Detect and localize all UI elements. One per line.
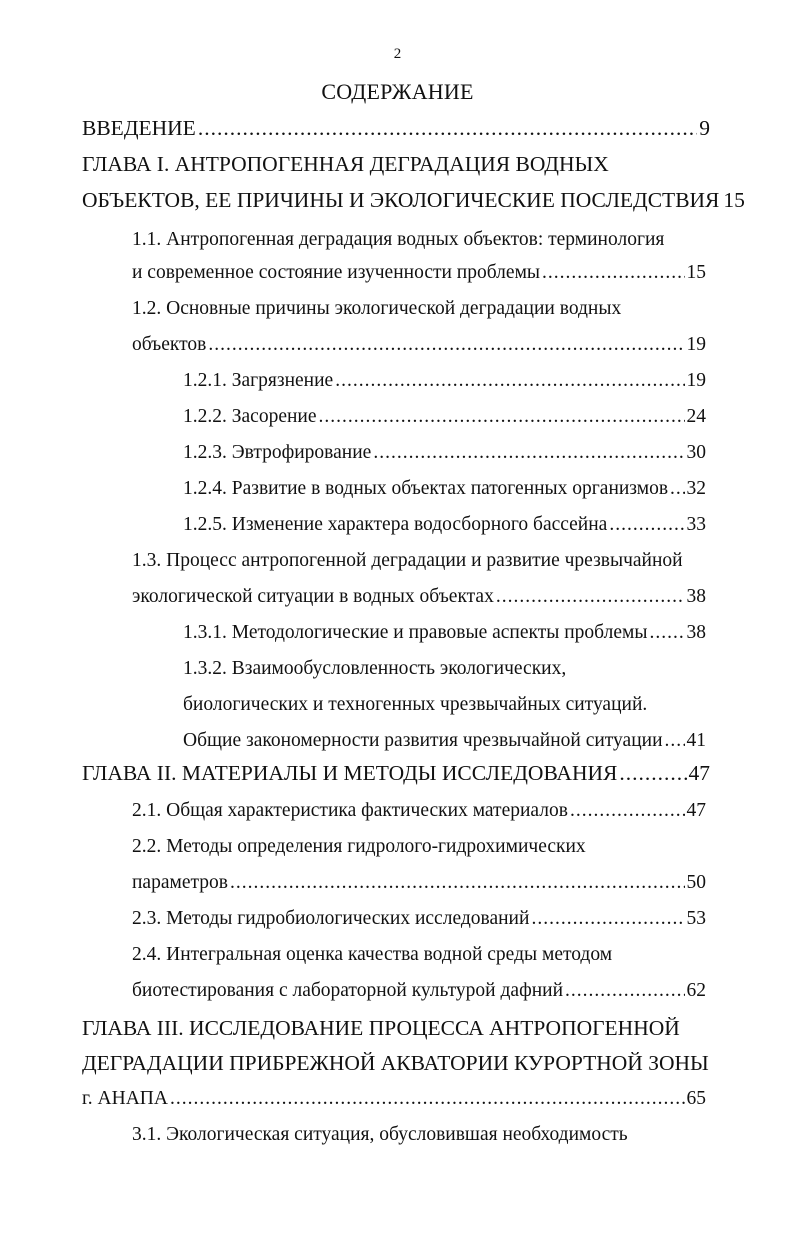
- toc-page-number: 65: [686, 1088, 706, 1109]
- toc-page-number: 50: [686, 872, 706, 893]
- dot-leader: [335, 366, 684, 396]
- toc-entry-text: и современное состояние изученности проблемы: [132, 262, 541, 283]
- toc-page-number: 47: [686, 800, 706, 821]
- toc-entry-text: ДЕГРАДАЦИИ ПРИБРЕЖНОЙ АКВАТОРИИ КУРОРТНОЙ ЗОНЫ: [82, 1051, 709, 1075]
- page-title: СОДЕРЖАНИЕ: [321, 79, 474, 104]
- dot-leader: [609, 510, 684, 540]
- toc-entry: [183, 438, 706, 468]
- dot-leader: [198, 113, 697, 143]
- toc-entry-text: Общие закономерности развития чрезвычайной ситуации: [183, 730, 663, 751]
- toc-entry-text: экологической ситуации в водных объектах: [132, 586, 494, 607]
- toc-entry-text: 1.2.3. Эвтрофирование: [183, 442, 372, 463]
- toc-entry: [183, 726, 706, 756]
- toc-entry: [183, 474, 706, 504]
- toc-entry-text: ГЛАВА III. ИССЛЕДОВАНИЕ ПРОЦЕССА АНТРОПОГЕННОЙ: [82, 1016, 680, 1040]
- dot-leader: [665, 726, 685, 756]
- toc-entry-text: 1.3.2. Взаимообусловленность экологических,: [183, 658, 567, 679]
- toc-entry: [132, 796, 706, 826]
- toc-entry-text: ВВЕДЕНИЕ: [82, 116, 196, 140]
- dot-leader: [565, 976, 684, 1006]
- dot-leader: [373, 438, 684, 468]
- toc-entry-text: 3.1. Экологическая ситуация, обусловившая необходимость: [132, 1124, 628, 1145]
- toc-entry: [132, 330, 706, 360]
- toc-entry: [183, 402, 706, 432]
- toc-entry-continuation: [132, 940, 612, 970]
- toc-page-number: 15: [723, 188, 745, 212]
- dot-leader: [619, 758, 686, 788]
- toc-page-number: 47: [688, 761, 710, 785]
- toc-entry-continuation: [132, 546, 683, 576]
- toc-entry-text: 2.3. Методы гидробиологических исследований: [132, 908, 530, 929]
- toc-page-number: 30: [686, 442, 706, 463]
- toc-page-number: 38: [686, 586, 706, 607]
- toc-entry-continuation: [132, 832, 586, 862]
- page-number: 2: [393, 46, 402, 62]
- toc-entry: [82, 185, 745, 215]
- toc-entry-text: ОБЪЕКТОВ, ЕЕ ПРИЧИНЫ И ЭКОЛОГИЧЕСКИЕ ПОСЛЕДСТВИЯ: [82, 188, 720, 212]
- toc-entry-text: параметров: [132, 872, 228, 893]
- toc-entry: [132, 868, 706, 898]
- toc-entry-text: 2.2. Методы определения гидролого-гидрохимических: [132, 836, 586, 857]
- dot-leader: [230, 868, 685, 898]
- toc-entry-text: г. АНАПА: [82, 1088, 168, 1109]
- toc-entry-text: ГЛАВА I. АНТРОПОГЕННАЯ ДЕГРАДАЦИЯ ВОДНЫХ: [82, 152, 609, 176]
- toc-entry-continuation: [183, 690, 647, 720]
- toc-entry-continuation: [82, 1048, 709, 1078]
- toc-entry-text: объектов: [132, 334, 207, 355]
- toc-entry: [183, 510, 706, 540]
- toc-entry: [82, 113, 710, 143]
- toc-entry-text: 1.3.1. Методологические и правовые аспекты проблемы: [183, 622, 648, 643]
- toc-entry-continuation: [132, 1120, 628, 1150]
- toc-entry-continuation: [183, 654, 566, 684]
- toc-entry-text: 1.1. Антропогенная деградация водных объектов: терминология: [132, 229, 665, 250]
- toc-entry-text: 1.2.1. Загрязнение: [183, 370, 334, 391]
- toc-page-number: 41: [686, 730, 706, 751]
- toc-page-number: 53: [686, 908, 706, 929]
- toc-page-number: 38: [686, 622, 706, 643]
- dot-leader: [649, 618, 684, 648]
- toc-entry-text: биологических и техногенных чрезвычайных ситуаций.: [183, 694, 648, 715]
- dot-leader: [170, 1084, 685, 1114]
- toc-entry: [82, 758, 710, 788]
- toc-entry-continuation: [82, 1013, 680, 1043]
- dot-leader: [496, 582, 685, 612]
- toc-entry: [132, 258, 706, 288]
- toc-entry-text: 1.3. Процесс антропогенной деградации и развитие чрезвычайной: [132, 550, 683, 571]
- dot-leader: [670, 474, 684, 504]
- toc-entry-text: 1.2.5. Изменение характера водосборного бассейна: [183, 514, 608, 535]
- toc-entry-continuation: [82, 149, 609, 179]
- dot-leader: [570, 796, 685, 826]
- toc-entry-continuation: [132, 294, 621, 324]
- toc-entry-text: 1.2.2. Засорение: [183, 406, 317, 427]
- dot-leader: [208, 330, 684, 360]
- toc-entry-continuation: [132, 225, 664, 255]
- dot-leader: [531, 904, 684, 934]
- toc-entry-text: 1.2. Основные причины экологической деградации водных: [132, 298, 622, 319]
- toc-entry: [82, 1084, 706, 1114]
- toc-entry-text: 1.2.4. Развитие в водных объектах патогенных организмов: [183, 478, 669, 499]
- toc-page-number: 24: [686, 406, 706, 427]
- toc-entry: [132, 976, 706, 1006]
- toc-page-number: 19: [686, 370, 706, 391]
- toc-entry: [132, 582, 706, 612]
- toc-entry: [132, 904, 706, 934]
- toc-entry: [183, 618, 706, 648]
- toc-entry-text: ГЛАВА II. МАТЕРИАЛЫ И МЕТОДЫ ИССЛЕДОВАНИЯ: [82, 761, 618, 785]
- dot-leader: [542, 258, 684, 288]
- toc-page-number: 15: [686, 262, 706, 283]
- toc-page-number: 19: [686, 334, 706, 355]
- dot-leader: [319, 402, 685, 432]
- toc-page-number: 33: [686, 514, 706, 535]
- toc-page-number: 9: [699, 116, 710, 140]
- toc-entry-text: 2.4. Интегральная оценка качества водной среды методом: [132, 944, 613, 965]
- toc-page-number: 32: [686, 478, 706, 499]
- toc-page-number: 62: [686, 980, 706, 1001]
- toc-entry-text: 2.1. Общая характеристика фактических материалов: [132, 800, 568, 821]
- toc-entry: [183, 366, 706, 396]
- toc-entry-text: биотестирования с лабораторной культурой дафний: [132, 980, 564, 1001]
